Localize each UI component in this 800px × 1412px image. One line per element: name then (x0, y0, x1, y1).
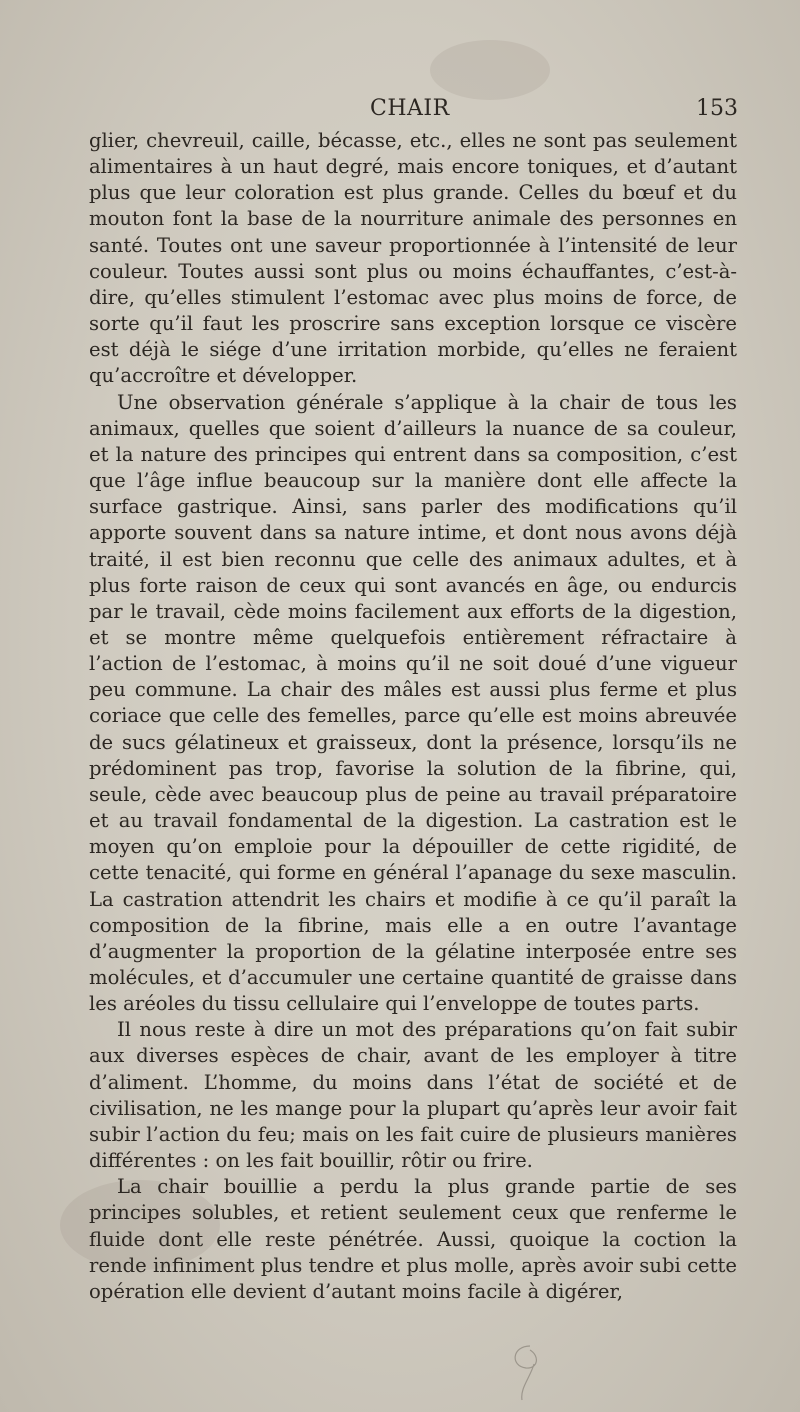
paragraph: La chair bouillie a perdu la plus grande partie de ses principes solubles, et retient seulement ceux que renferme le fluide dont elle reste pénétrée. Aussi, quoique la coction la rende infiniment plus tendre et plus molle, après avoir subi cette opération elle devient d’autant moins facile à digérer, (89, 1175, 737, 1303)
body-text (89, 128, 737, 1305)
paragraph: Une observation générale s’applique à la chair de tous les animaux, quelles que soient d’ailleurs la nuance de sa couleur, et la nature des principes qui entrent dans sa composition, c’est que l’âge influe beaucoup sur la manière dont elle affecte la surface gastrique. Ainsi, sans parler des modifications qu’il apporte souvent dans sa nature intime, et dont nous avons déjà traité, il est bien reconnu que celle des animaux adultes, et à plus forte raison de ceux qui sont avancés en âge, ou endurcis par le travail, cède moins facilement aux efforts de la digestion, et se montre même quelquefois entièrement réfractaire à l’action de l’estomac, à moins qu’il ne soit doué d’une vigueur peu commune. La chair des mâles est aussi plus ferme et plus coriace que celle des femelles, parce qu’elle est moins abreuvée de sucs gélatineux et graisseux, dont la présence, lorsqu’ils ne prédominent pas trop, favorise la solution de la fibrine, qui, seule, cède avec beaucoup plus de peine au travail préparatoire et au travail fondamental de la digestion. La castration est le moyen qu’on emploie pour la dépouiller de cette rigidité, de cette tenacité, qui forme en général l’apanage du sexe masculin. La castration attendrit les chairs et modifie à ce qu’il paraît la composition de la fibrine, mais elle a en outre l’avantage d’augmenter la proportion de la gélatine interposée entre ses molécules, et d’accumuler une certaine quantité de graisse dans les aréoles du tissu cellulaire qui l’enveloppe de toutes parts. (89, 390, 737, 1016)
page-header (88, 96, 738, 126)
running-head: CHAIR (370, 96, 450, 121)
paper-stain (430, 40, 550, 100)
pencil-mark-icon (500, 1338, 560, 1408)
page-number: 153 (696, 96, 738, 121)
paragraph: Il nous reste à dire un mot des préparations qu’on fait subir aux diverses espèces de chair, avant de les employer à titre d’aliment. L’homme, du moins dans l’état de société et de civilisation, ne les mange pour la plupart qu’après leur avoir fait subir l’action du feu; mais on les fait cuire de plusieurs manières différentes : on les fait bouillir, rôtir ou frire. (89, 1018, 737, 1173)
paragraph: glier, chevreuil, caille, bécasse, etc., elles ne sont pas seulement alimentaires à un haut degré, mais encore toniques, et d’autant plus que leur coloration est plus grande. Celles du bœuf et du mouton font la base de la nourriture animale des personnes en santé. Toutes ont une saveur proportionnée à l’intensité de leur couleur. Toutes aussi sont plus ou moins échauffantes, c’est-à-dire, qu’elles stimulent l’estomac avec plus moins de force, de sorte qu’il faut les proscrire sans exception lorsque ce viscère est déjà le siége d’une irritation morbide, qu’elles ne feraient qu’accroître et développer. (89, 129, 737, 388)
